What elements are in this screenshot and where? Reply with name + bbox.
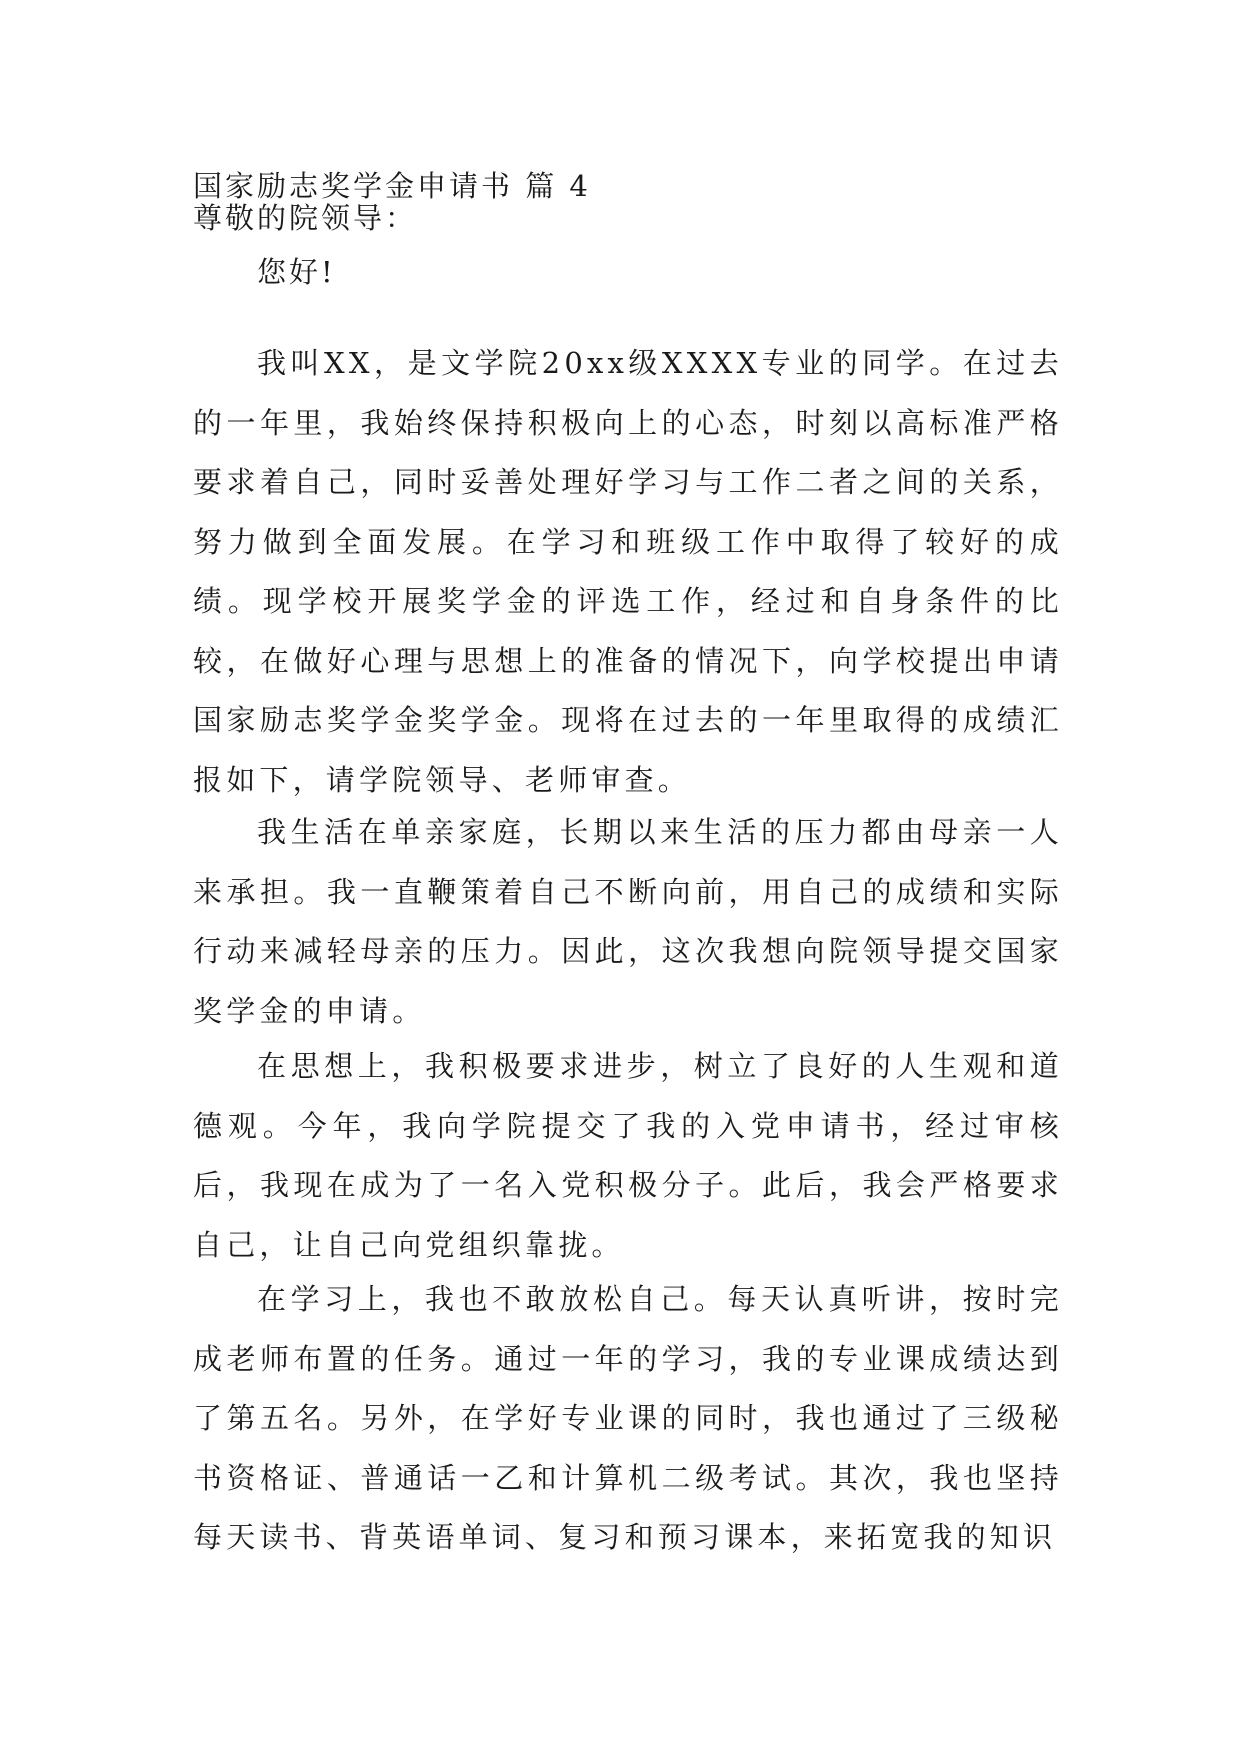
document-title: 国家励志奖学金申请书 篇 4 — [193, 169, 591, 203]
salutation: 尊敬的院领导： — [193, 201, 418, 235]
paragraph-introduction: 我叫XX，是文学院20xx级XXXX专业的同学。在过去的一年里，我始终保持积极向上的心态，时刻以高标准严格要求着自己，同时妥善处理好学习与工作二者之间的关系，努力做到全面发展。在学习和班级工作中取得了较好的成绩。现学校开展奖学金的评选工作，经过和自身条件的比较，在做好心理与思想上的准备的情况下，向学校提出申请国家励志奖学金奖学金。现将在过去的一年里取得的成绩汇报如下，请学院领导、老师审查。 — [193, 346, 1063, 797]
greeting: 您好! — [257, 255, 336, 289]
paragraph-family: 我生活在单亲家庭，长期以来生活的压力都由母亲一人来承担。我一直鞭策着自己不断向前，用自己的成绩和实际行动来减轻母亲的压力。因此，这次我想向院领导提交国家奖学金的申请。 — [193, 815, 1063, 1028]
paragraph-study: 在学习上，我也不敢放松自己。每天认真听讲，按时完成老师布置的任务。通过一年的学习，我的专业课成绩达到了第五名。另外，在学好专业课的同时，我也通过了三级秘书资格证、普通话一乙和计算机二级考试。其次，我也坚持每天读书、背英语单词、复习和预习课本，来拓宽我的知识 — [193, 1282, 1063, 1554]
paragraph-ideology: 在思想上，我积极要求进步，树立了良好的人生观和道德观。今年，我向学院提交了我的入党申请书，经过审核后，我现在成为了一名入党积极分子。此后，我会严格要求自己，让自己向党组织靠拢。 — [193, 1049, 1063, 1262]
